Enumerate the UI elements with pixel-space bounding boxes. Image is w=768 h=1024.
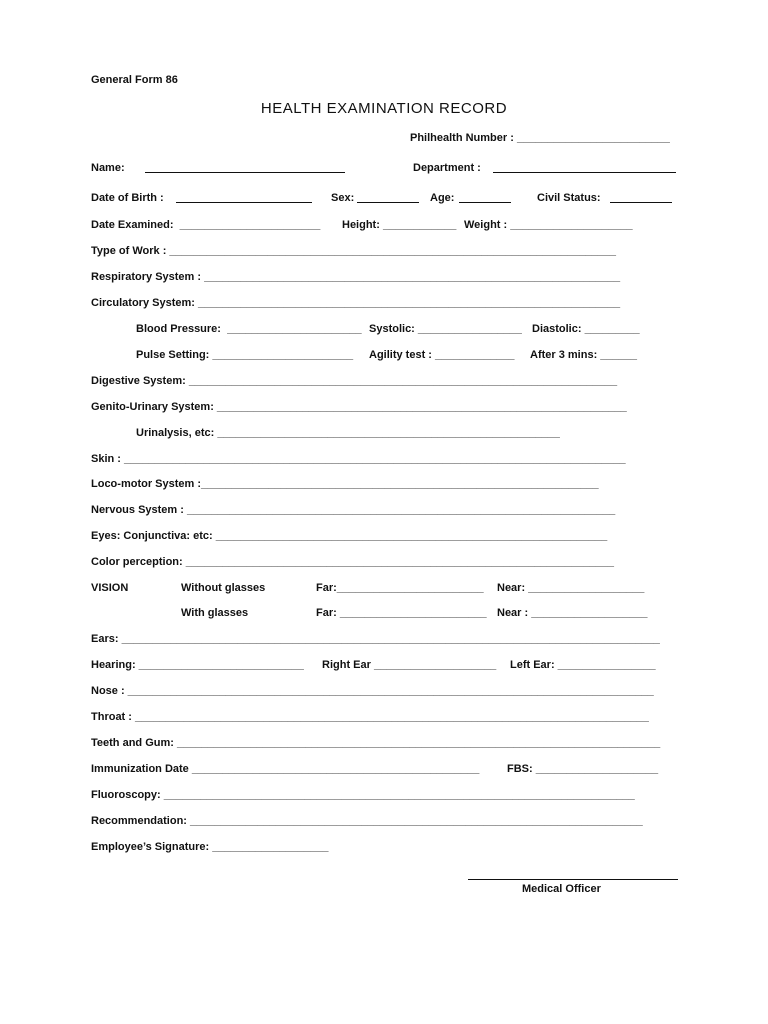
name-label: Name: xyxy=(91,162,125,174)
sex-label: Sex: xyxy=(331,192,355,204)
near-with-glasses-field[interactable]: Near : ___________________ xyxy=(497,607,648,619)
agility-test-field[interactable]: Agility test : _____________ xyxy=(369,349,515,361)
dob-label: Date of Birth : xyxy=(91,192,164,204)
age-label: Age: xyxy=(430,192,455,204)
genito-urinary-field[interactable]: Genito-Urinary System: ___________________________________________________________________ xyxy=(91,401,627,413)
recommendation-field[interactable]: Recommendation: __________________________________________________________________________ xyxy=(91,815,643,827)
type-of-work-field[interactable]: Type of Work : _________________________________________________________________________ xyxy=(91,245,617,257)
systolic-field[interactable]: Systolic: _________________ xyxy=(369,323,522,335)
date-examined-field[interactable]: Date Examined: _______________________ xyxy=(91,219,321,231)
age-field[interactable] xyxy=(459,202,511,203)
fbs-field[interactable]: FBS: ____________________ xyxy=(507,763,659,775)
form-code: General Form 86 xyxy=(91,74,178,86)
employee-signature-field[interactable]: Employee’s Signature: ___________________ xyxy=(91,841,329,853)
department-field[interactable] xyxy=(493,172,676,173)
hearing-field[interactable]: Hearing: ___________________________ xyxy=(91,659,304,671)
circulatory-system-field[interactable]: Circulatory System: _____________________________________________________________________ xyxy=(91,297,621,309)
department-label: Department : xyxy=(413,162,481,174)
digestive-system-field[interactable]: Digestive System: ______________________________________________________________________ xyxy=(91,375,618,387)
blood-pressure-field[interactable]: Blood Pressure: ______________________ xyxy=(136,323,362,335)
skin-field[interactable]: Skin : __________________________________________________________________________________ xyxy=(91,453,626,465)
nose-field[interactable]: Nose : ______________________________________________________________________________________ xyxy=(91,685,654,697)
eyes-conjunctiva-field[interactable]: Eyes: Conjunctiva: etc: ________________________________________________________________ xyxy=(91,530,608,542)
with-glasses-label: With glasses xyxy=(181,607,249,619)
medical-officer-signature-line[interactable] xyxy=(468,879,678,880)
urinalysis-field[interactable]: Urinalysis, etc: ________________________________________________________ xyxy=(136,427,560,439)
vision-label: VISION xyxy=(91,582,129,594)
far-with-glasses-field[interactable]: Far: ________________________ xyxy=(316,607,487,619)
philhealth-number-field[interactable]: Philhealth Number : _________________________ xyxy=(410,132,670,144)
color-perception-field[interactable]: Color perception: ______________________________________________________________________ xyxy=(91,556,614,568)
pulse-setting-field[interactable]: Pulse Setting: _______________________ xyxy=(136,349,354,361)
respiratory-system-field[interactable]: Respiratory System : ____________________________________________________________________ xyxy=(91,271,621,283)
height-field[interactable]: Height: ____________ xyxy=(342,219,457,231)
medical-officer-label: Medical Officer xyxy=(522,883,601,895)
teeth-and-gum-field[interactable]: Teeth and Gum: _______________________________________________________________________________ xyxy=(91,737,661,749)
far-without-glasses-field[interactable]: Far:________________________ xyxy=(316,582,484,594)
after-3-mins-field[interactable]: After 3 mins: ______ xyxy=(530,349,637,361)
immunization-date-field[interactable]: Immunization Date _______________________________________________ xyxy=(91,763,480,775)
near-without-glasses-field[interactable]: Near: ___________________ xyxy=(497,582,645,594)
dob-field[interactable] xyxy=(176,202,312,203)
diastolic-field[interactable]: Diastolic: _________ xyxy=(532,323,640,335)
nervous-system-field[interactable]: Nervous System : ______________________________________________________________________ xyxy=(91,504,616,516)
weight-field[interactable]: Weight : ____________________ xyxy=(464,219,633,231)
civil-status-field[interactable] xyxy=(610,202,672,203)
loco-motor-field[interactable]: Loco-motor System :_________________________________________________________________ xyxy=(91,478,599,490)
civil-status-label: Civil Status: xyxy=(537,192,601,204)
form-title: HEALTH EXAMINATION RECORD xyxy=(260,100,508,117)
without-glasses-label: Without glasses xyxy=(181,582,266,594)
left-ear-field[interactable]: Left Ear: ________________ xyxy=(510,659,656,671)
ears-field[interactable]: Ears: ________________________________________________________________________________________ xyxy=(91,633,660,645)
throat-field[interactable]: Throat : ____________________________________________________________________________________ xyxy=(91,711,649,723)
name-field[interactable] xyxy=(145,172,345,173)
right-ear-field[interactable]: Right Ear ____________________ xyxy=(322,659,497,671)
sex-field[interactable] xyxy=(357,202,419,203)
fluoroscopy-field[interactable]: Fluoroscopy: _____________________________________________________________________________ xyxy=(91,789,635,801)
